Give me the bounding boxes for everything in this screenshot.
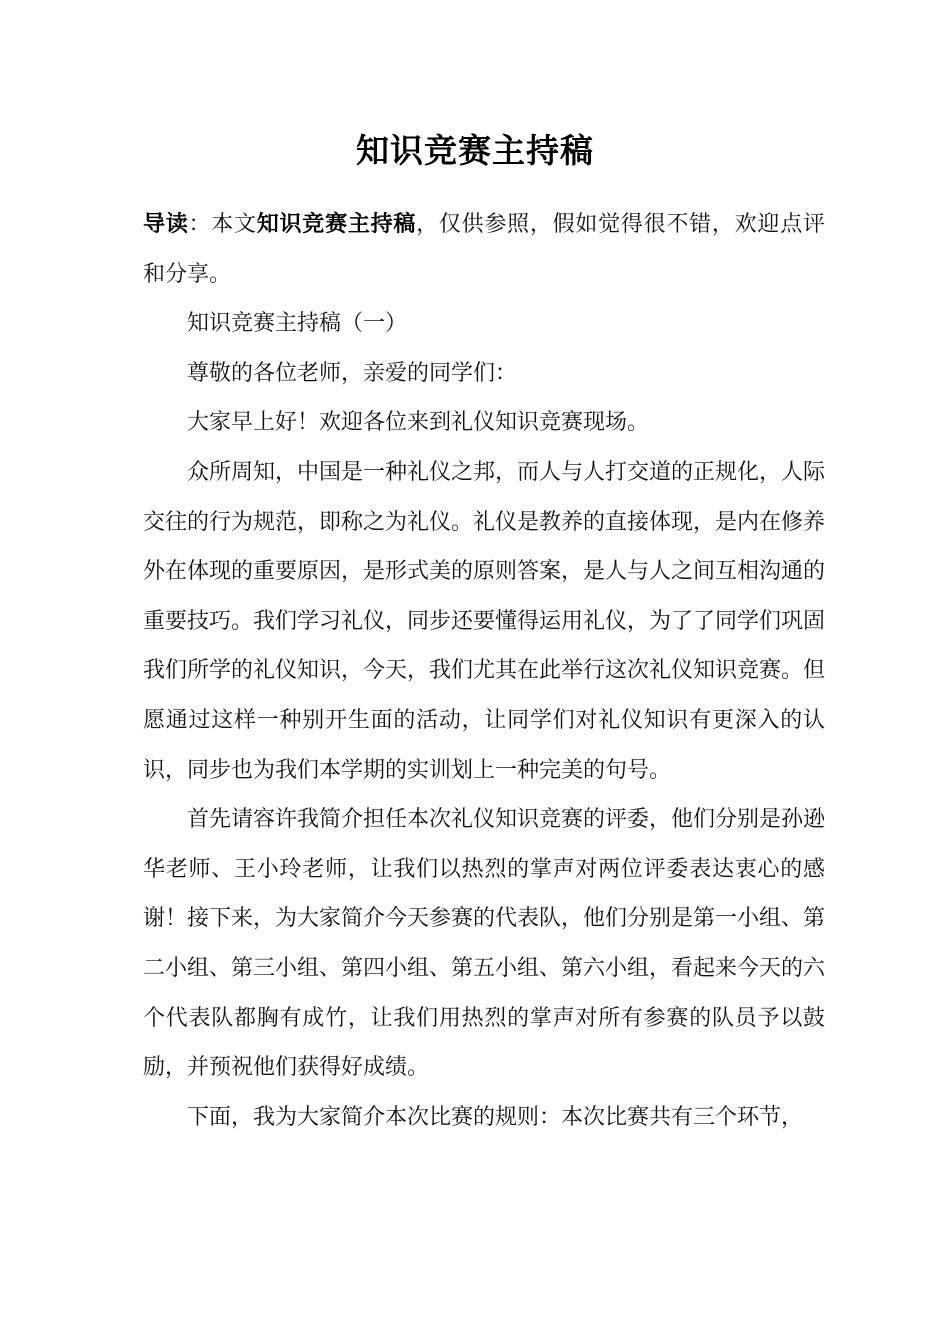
lead-paragraph [143, 200, 825, 299]
lead-label: 导读 [143, 212, 189, 237]
greeting-paragraph: 大家早上好！欢迎各位来到礼仪知识竞赛现场。 [187, 410, 650, 436]
document-body [143, 200, 825, 1142]
rules-paragraph: 下面，我为大家简介本次比赛的规则：本次比赛共有三个环节， [187, 1104, 804, 1130]
intro-paragraph: 众所周知，中国是一种礼仪之邦，而人与人打交道的正规化，人际交往的行为规范，即称之为礼仪。礼仪是教养的直接体现，是内在修养外在体现的重要原因，是形式美的原则答案，是人与人之间互相沟通的重要技巧。我们学习礼仪，同步还要懂得运用礼仪，为了了同学们巩固我们所学的礼仪知识，今天，我们尤其在此举行这次礼仪知识竞赛。但愿通过这样一种别开生面的活动，让同学们对礼仪知识有更深入的认识，同步也为我们本学期的实训划上一种完美的句号。 [143, 459, 826, 783]
lead-highlight: 知识竞赛主持稿 [256, 212, 417, 237]
document-title: 知识竞赛主持稿 [356, 131, 594, 170]
lead-text-before: 本文 [211, 212, 257, 237]
lead-separator: ： [188, 212, 212, 237]
section-heading: 知识竞赛主持稿（一） [187, 311, 408, 337]
lead-text-after: ，仅供参照，假如觉得很不错，欢迎点评和分享。 [143, 212, 825, 287]
judges-teams-paragraph: 首先请容许我简介担任本次礼仪知识竞赛的评委，他们分别是孙逊华老师、王小玲老师，让我们以热烈的掌声对两位评委表达衷心的感谢！接下来，为大家简介今天参赛的代表队，他们分别是第一小组、第二小组、第三小组、第四小组、第五小组、第六小组，看起来今天的六个代表队都胸有成竹，让我们用热烈的掌声对所有参赛的队员予以鼓励，并预祝他们获得好成绩。 [143, 807, 826, 1081]
salutation: 尊敬的各位老师，亲爱的同学们： [187, 360, 518, 386]
